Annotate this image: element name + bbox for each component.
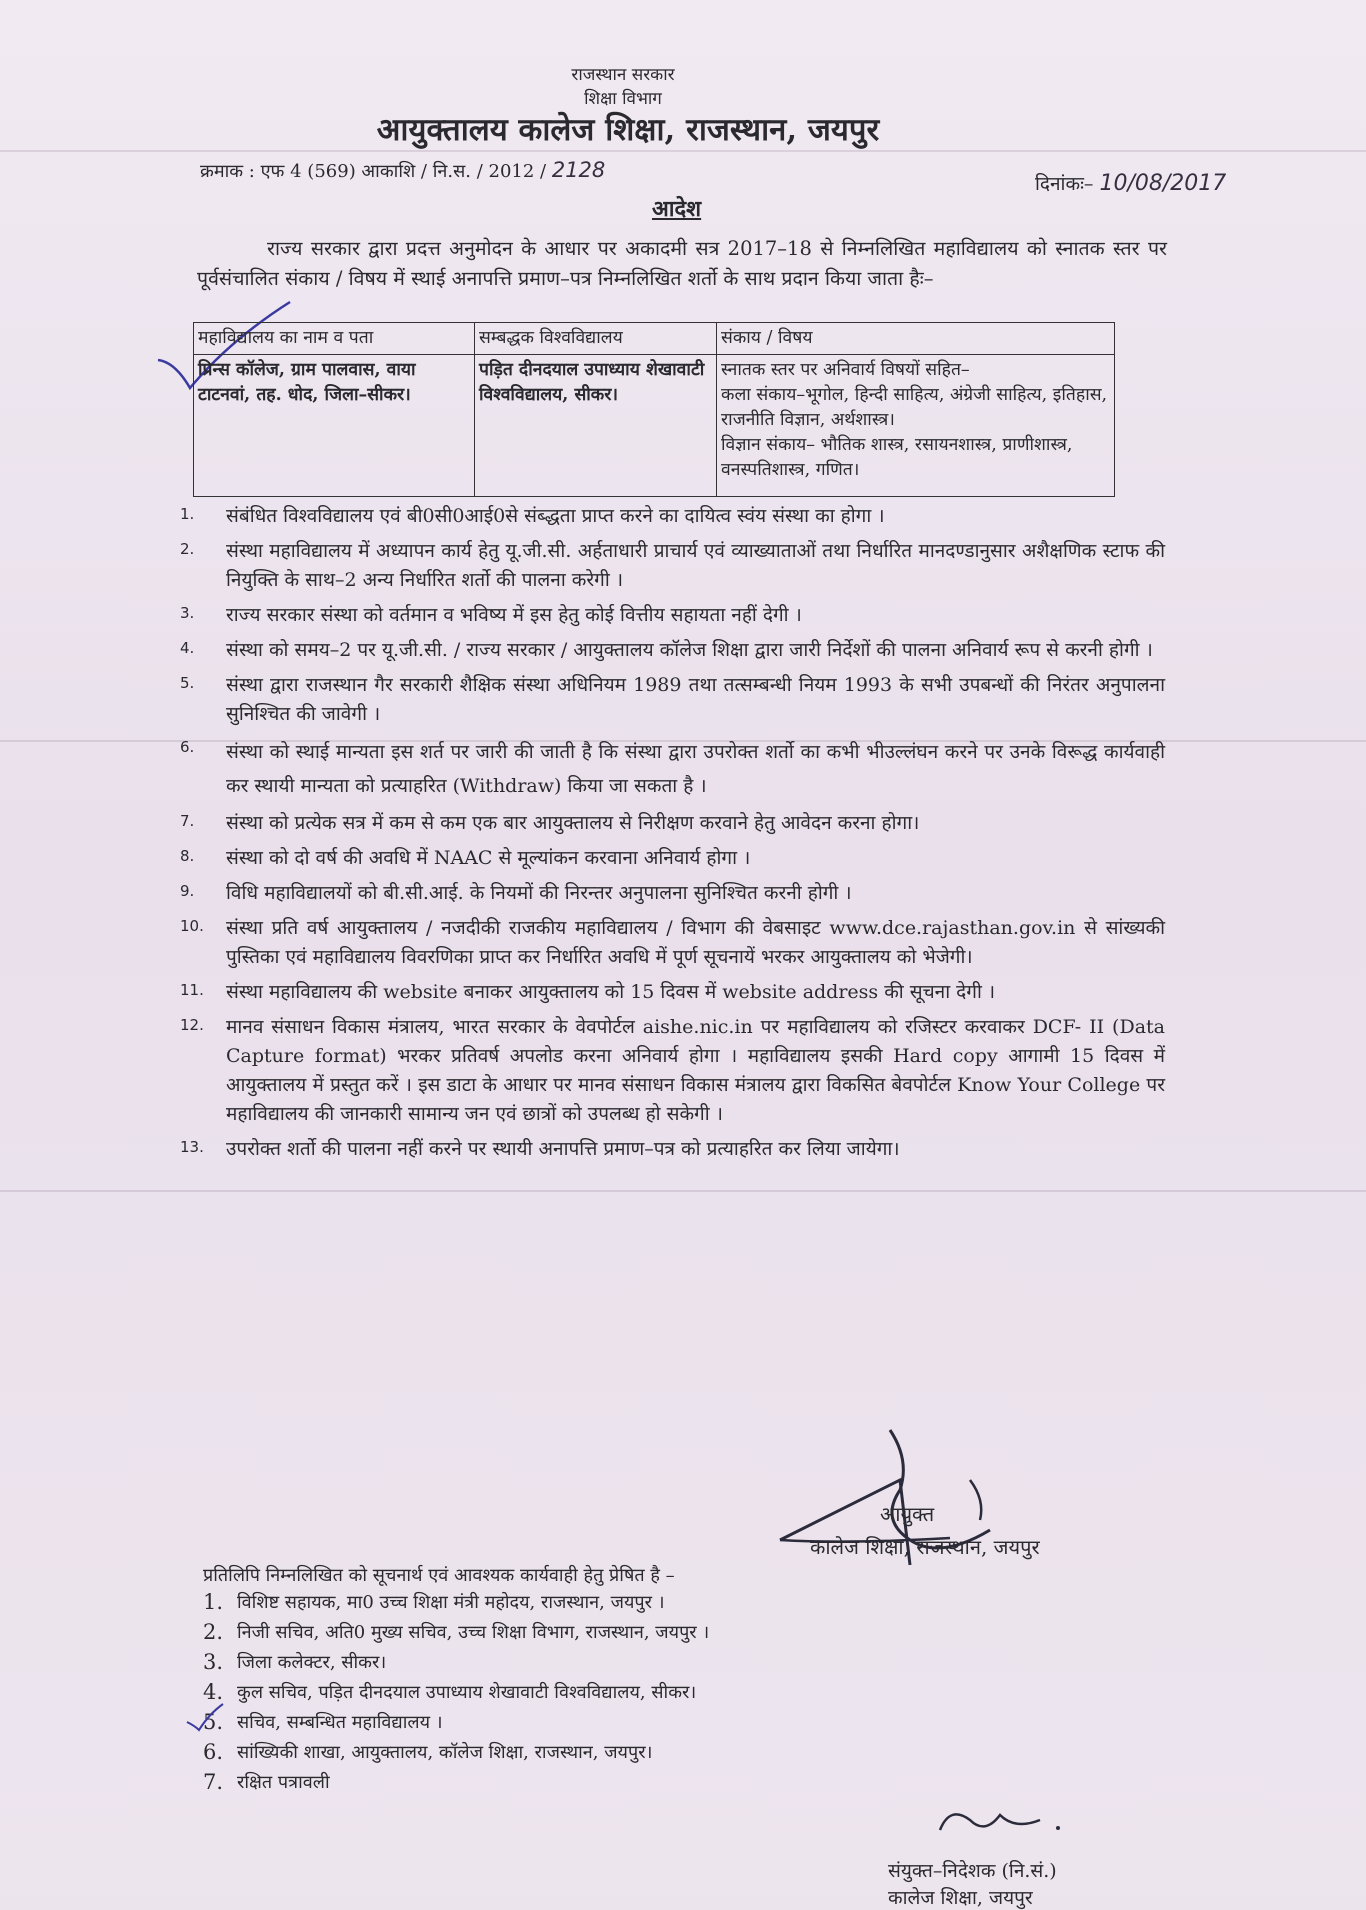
list-item: 1. विशिष्ट सहायक, मा0 उच्च शिक्षा मंत्री महोदय, राजस्थान, जयपुर । — [203, 1590, 665, 1614]
table-header-cell: महाविद्यालय का नाम व पता — [194, 323, 475, 355]
govt-name: राजस्थान सरकार — [571, 65, 675, 85]
college-cell: प्रिन्स कॉलेज, ग्राम पालवास, वाया टाटनवां, तह. धोद, जिला–सीकर। — [194, 355, 475, 497]
order-title: आदेश — [652, 196, 702, 222]
faculty-cell: स्नातक स्तर पर अनिवार्य विषयों सहित– कला संकाय–भूगोल, हिन्दी साहित्य, अंग्रेजी साहित्य, इतिहास, राजनीति विज्ञान, अर्थशास्त्र। विज्ञान संकाय– भौतिक शास्त्र, रसायनशास्त्र, प्राणीशास्त्र, वनस्पतिशास्त्र, गणित। — [717, 355, 1115, 497]
order-date: दिनांकः– 10/08/2017 — [1035, 171, 1227, 196]
fold-line — [0, 1190, 1366, 1192]
table-header-row — [194, 323, 1115, 355]
list-item: 10. संस्था प्रति वर्ष आयुक्तालय / नजदीकी राजकीय महाविद्यालय / विभाग की वेबसाइट www.dce.rajasthan.gov.in से सांख्यकी पुस्तिका एवं महाविद्यालय विवरणिका प्राप्त कर निर्धारित अवधि में पूर्ण सूचनायें भरकर आयुक्तालय को भेजेगी। — [180, 917, 1165, 968]
joint-director-title: संयुक्त–निदेशक (नि.सं.) — [888, 1860, 1057, 1882]
joint-director-office: कालेज शिक्षा, जयपुर — [888, 1887, 1033, 1909]
reference-number: क्रमाक : एफ 4 (569) आकाशि / नि.स. / 2012 / 2128 — [200, 158, 606, 182]
list-item: 7. रक्षित पत्रावली — [203, 1770, 330, 1794]
list-item: 5. सचिव, सम्बन्धित महाविद्यालय । — [203, 1710, 443, 1734]
table-header-cell: संकाय / विषय — [717, 323, 1115, 355]
list-item: 1. संबंधित विश्वविद्यालय एवं बी0सी0आई0से संब्द्धता प्राप्त करने का दायित्व स्वंय संस्था का होगा । — [180, 505, 885, 527]
intro-paragraph: राज्य सरकार द्वारा प्रदत्त अनुमोदन के आधार पर अकादमी सत्र 2017–18 से निम्नलिखित महाविद्यालय को स्नातक स्तर पर पूर्वसंचालित संकाय / विषय में स्थाई अनापत्ति प्रमाण–पत्र निम्नलिखित शर्तो के साथ प्रदान किया जाता हैः– — [197, 237, 1167, 290]
copy-list — [203, 1590, 709, 1800]
conditions-list — [180, 502, 1165, 1170]
signatory-title: आयुक्त — [880, 1502, 935, 1526]
list-item: 11. संस्था महाविद्यालय की website बनाकर आयुक्तालय को 15 दिवस में website address की सूचना देगी । — [180, 981, 996, 1003]
list-item: 12. मानव संसाधन विकास मंत्रालय, भारत सरकार के वेवपोर्टल aishe.nic.in पर महाविद्यालय को रजिस्टर करवाकर DCF- II (Data Capture format) भरकर प्रतिवर्ष अपलोड करना अनिवार्य होगा । महाविद्यालय इसकी Hard copy आगामी 15 दिवस में आयुक्तालय में प्रस्तुत करें । इस डाटा के आधार पर मानव संसाधन विकास मंत्रालय द्वारा विकसित बेवपोर्टल Know Your College पर महाविद्यालय की जानकारी सामान्य जन एवं छात्रों को उपलब्ध हो सकेगी । — [180, 1016, 1165, 1125]
table-row — [194, 355, 1115, 497]
list-item: 8. संस्था को दो वर्ष की अवधि में NAAC से मूल्यांकन करवाना अनिवार्य होगा । — [180, 847, 751, 869]
list-item: 4. संस्था को समय–2 पर यू.जी.सी. / राज्य सरकार / आयुक्तालय कॉलेज शिक्षा द्वारा जारी निर्देशों की पालना अनिवार्य रूप से करनी होगी । — [180, 639, 1153, 661]
tick-mark-icon — [185, 1702, 225, 1732]
list-item: 3. जिला कलेक्टर, सीकर। — [203, 1650, 387, 1674]
signatory-office: कालेज शिक्षा, राजस्थान, जयपुर — [810, 1535, 1040, 1559]
list-item: 2. संस्था महाविद्यालय में अध्यापन कार्य हेतु यू.जी.सी. अर्हताधारी प्राचार्य एवं व्याख्याताओं तथा निर्धारित मानदण्डानुसार अशैक्षणिक स्टाफ की नियुक्ति के साथ–2 अन्य निर्धारित शर्तो की पालना करेगी । — [180, 540, 1165, 591]
list-item: 6. सांख्यिकी शाखा, आयुक्तालय, कॉलेज शिक्षा, राजस्थान, जयपुर। — [203, 1740, 653, 1764]
college-table — [193, 322, 1115, 497]
department-name: शिक्षा विभाग — [584, 89, 662, 109]
list-item: 7. संस्था को प्रत्येक सत्र में कम से कम एक बार आयुक्तालय से निरीक्षण करवाने हेतु आवेदन करना होगा। — [180, 812, 920, 834]
copy-heading: प्रतिलिपि निम्नलिखित को सूचनार्थ एवं आवश्यक कार्यवाही हेतु प्रेषित है – — [203, 1565, 675, 1586]
list-item: 3. राज्य सरकार संस्था को वर्तमान व भविष्य में इस हेतु कोई वित्तीय सहायता नहीं देगी । — [180, 604, 802, 626]
list-item: 2. निजी सचिव, अति0 मुख्य सचिव, उच्च शिक्षा विभाग, राजस्थान, जयपुर । — [203, 1620, 710, 1644]
handwritten-date: 10/08/2017 — [1099, 171, 1227, 196]
university-cell: पड़ित दीनदयाल उपाध्याय शेखावाटी विश्वविद्यालय, सीकर। — [475, 355, 717, 497]
list-item: 6. संस्था को स्थाई मान्यता इस शर्त पर जारी की जाती है कि संस्था द्वारा उपरोक्त शर्तो का कभी भीउल्लंघन करने पर उनके विरूद्ध कार्यवाही कर स्थायी मान्यता को प्रत्याहरित (Withdraw) किया जा सकता है । — [180, 738, 1165, 797]
fold-line — [0, 150, 1366, 152]
list-item: 13. उपरोक्त शर्तो की पालना नहीं करने पर स्थायी अनापत्ति प्रमाण–पत्र को प्रत्याहरित कर लिया जायेगा। — [180, 1138, 900, 1160]
list-item: 5. संस्था द्वारा राजस्थान गैर सरकारी शैक्षिक संस्था अधिनियम 1989 तथा तत्सम्बन्धी नियम 1993 के सभी उपबन्धों की निरंतर अनुपालना सुनिश्चित की जावेगी । — [180, 674, 1165, 725]
list-item: 4. कुल सचिव, पड़ित दीनदयाल उपाध्याय शेखावाटी विश्वविद्यालय, सीकर। — [203, 1680, 697, 1704]
office-title: आयुक्तालय कालेज शिक्षा, राजस्थान, जयपुर — [376, 112, 880, 148]
initials-signature-icon — [930, 1800, 1070, 1850]
handwritten-number: 2128 — [551, 158, 606, 182]
table-header-cell: सम्बद्धक विश्वविद्यालय — [475, 323, 717, 355]
list-item: 9. विधि महाविद्यालयों को बी.सी.आई. के नियमों की निरन्तर अनुपालना सुनिश्चित करनी होगी । — [180, 882, 852, 904]
